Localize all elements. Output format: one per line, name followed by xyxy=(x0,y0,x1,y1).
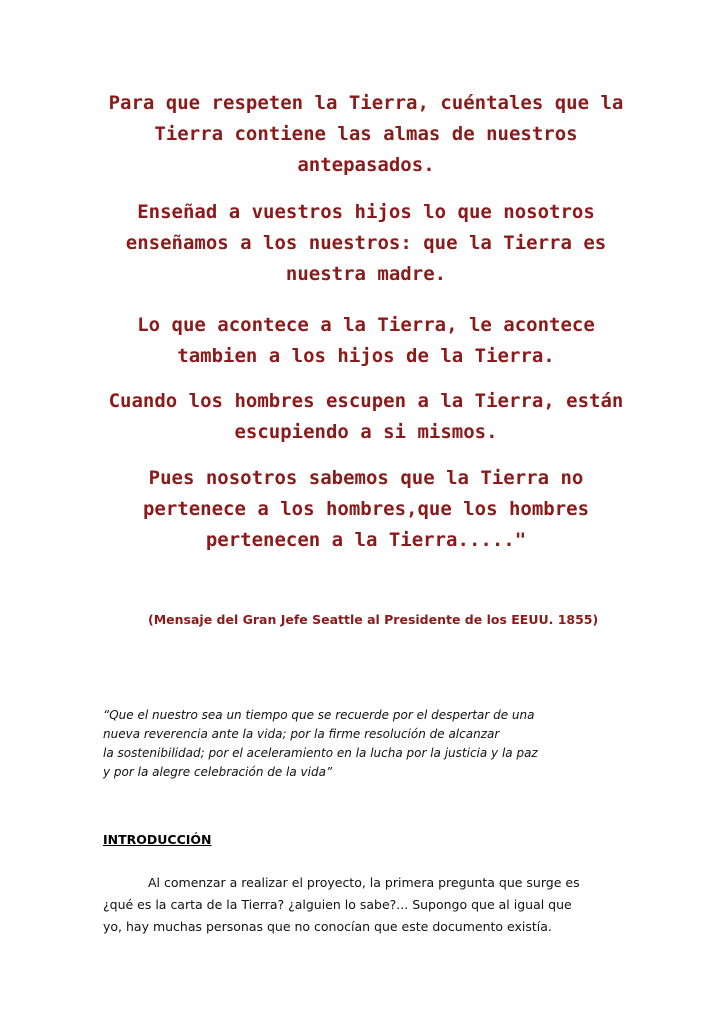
quote-line: Para que respeten la Tierra, cuéntales que la xyxy=(108,92,624,114)
quote-line: tambien a los hijos de la Tierra. xyxy=(177,345,555,367)
quote-line: Lo que acontece a la Tierra, le acontece xyxy=(137,314,595,336)
quote-line: pertenecen a la Tierra....." xyxy=(205,529,527,551)
quote-line: enseñamos a los nuestros: que la Tierra es xyxy=(125,232,607,254)
quote-paragraph-1 xyxy=(96,88,636,181)
motto-line: nueva reverencia ante la vida; por la firme resolución de alcanzar xyxy=(103,727,500,741)
quote-paragraph-4 xyxy=(96,386,636,448)
section-heading: INTRODUCCIÓN xyxy=(103,832,212,847)
quote-line: antepasados. xyxy=(297,154,435,176)
quote-paragraph-5 xyxy=(96,463,636,556)
quote-line: nuestra madre. xyxy=(285,263,447,285)
quote-attribution: (Mensaje del Gran Jefe Seattle al Presidente de los EEUU. 1855) xyxy=(148,612,599,627)
motto-quote xyxy=(103,706,623,782)
motto-line: la sostenibilidad; por el aceleramiento en la lucha por la justicia y la paz xyxy=(103,746,538,760)
quote-line: Tierra contiene las almas de nuestros xyxy=(154,123,578,145)
intro-line: ¿qué es la carta de la Tierra? ¿alguien lo sabe?... Supongo que al igual que xyxy=(103,897,572,912)
intro-line: Al comenzar a realizar el proyecto, la primera pregunta que surge es xyxy=(148,875,580,890)
intro-paragraph xyxy=(103,872,633,938)
quote-line: escupiendo a si mismos. xyxy=(234,421,498,443)
quote-line: Cuando los hombres escupen a la Tierra, están xyxy=(108,390,624,412)
motto-line: “Que el nuestro sea un tiempo que se recuerde por el despertar de una xyxy=(103,708,535,722)
quote-paragraph-3 xyxy=(96,310,636,372)
quote-line: pertenece a los hombres,que los hombres xyxy=(142,498,590,520)
motto-line: y por la alegre celebración de la vida” xyxy=(103,765,333,779)
quote-line: Enseñad a vuestros hijos lo que nosotros xyxy=(137,201,595,223)
intro-line: yo, hay muchas personas que no conocían que este documento existía. xyxy=(103,919,552,934)
quote-line: Pues nosotros sabemos que la Tierra no xyxy=(148,467,584,489)
quote-paragraph-2 xyxy=(96,197,636,290)
